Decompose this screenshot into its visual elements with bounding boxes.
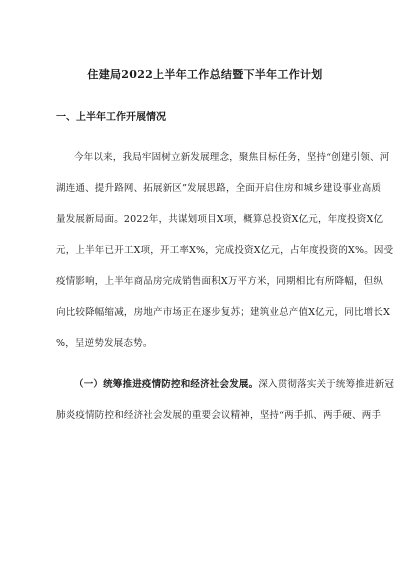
subsection-heading-1: （一）统筹推进疫情防控和经济社会发展。 — [74, 379, 259, 390]
section-heading-1: 一、上半年工作开展情况 — [56, 112, 166, 123]
paragraph-line: 今年以来，我局牢固树立新发展理念，聚焦目标任务，坚持“创建引领、河 — [74, 152, 390, 163]
document-title: 住建局2022上半年工作总结暨下半年工作计划 — [87, 68, 323, 81]
paragraph-line: 湖连通、提升路网、拓展新区”发展思路，全面开启住房和城乡建设事业高质 — [56, 183, 382, 194]
paragraph-line: 肺炎疫情防控和经济社会发展的重要会议精神，坚持“两手抓、两手硬、两手 — [56, 410, 382, 421]
paragraph-line: 元，上半年已开工X项，开工率X%，完成投资X亿元，占年度投资的X%。因受 — [56, 245, 394, 256]
subsection-text: 深入贯彻落实关于统筹推进新冠 — [258, 379, 395, 390]
paragraph-line: 量发展新局面。2022年，共谋划项目X项，概算总投资X亿元，年度投资X亿 — [56, 214, 384, 225]
paragraph-line: 向比较降幅缩减，房地产市场正在逐步复苏；建筑业总产值X亿元，同比增长X — [56, 307, 391, 318]
paragraph-line: 疫情影响，上半年商品房完成销售面积X万平方米，同期相比有所降幅，但纵 — [56, 276, 384, 287]
paragraph-line: %，呈逆势发展态势。 — [56, 338, 153, 349]
subsection-paragraph-line — [74, 376, 394, 390]
